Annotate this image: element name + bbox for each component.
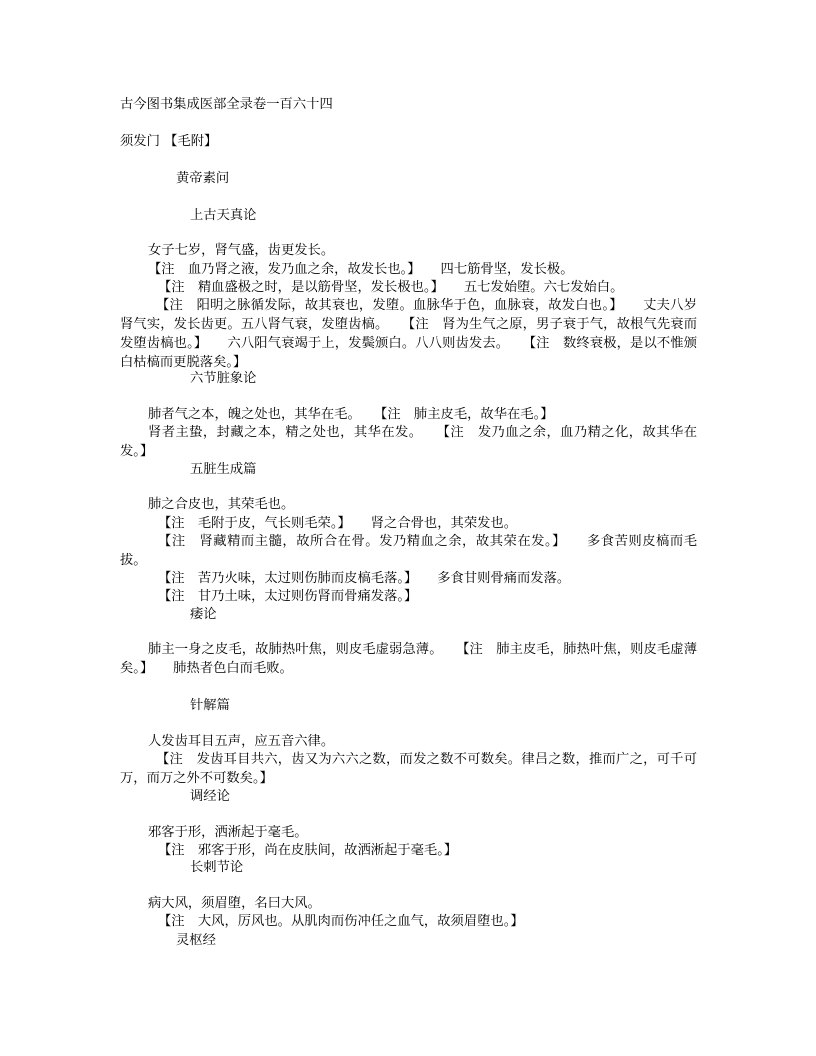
annotation-line: 【注 甘乃土味，太过则伤肾而骨痛发落。】 bbox=[158, 589, 418, 604]
text-line: 人发齿耳目五声，应五音六律。 bbox=[148, 734, 335, 749]
section-title: 须发门 【毛附】 bbox=[120, 134, 218, 149]
chapter-heading: 痿论 bbox=[190, 607, 217, 622]
document-title: 古今图书集成医部全录卷一百六十四 bbox=[120, 97, 333, 112]
annotation-line: 【注 大风，厉风也。从肌肉而伤冲任之血气，故须眉堕也。】 bbox=[158, 914, 524, 929]
annotation-line: 【注 毛附于皮，气长则毛荣。】 肾之合骨也，其荣发也。 bbox=[158, 516, 518, 531]
source-heading: 灵枢经 bbox=[176, 933, 216, 948]
annotation-paragraph: 【注 发齿耳目共六，齿又为六六之数，而发之数不可数矣。律吕之数，推而广之，可千可万，而万之外不可数矣。】 bbox=[120, 752, 697, 786]
chapter-heading: 针解篇 bbox=[190, 698, 230, 713]
chapter-heading: 调经论 bbox=[190, 789, 230, 804]
chapter-heading: 上古天真论 bbox=[190, 208, 257, 223]
text-line: 病大风，须眉堕，名曰大风。 bbox=[148, 896, 321, 911]
text-line: 肺者气之本，魄之处也，其华在毛。 【注 肺主皮毛，故华在毛。】 bbox=[148, 407, 554, 422]
text-paragraph: 肾者主蛰，封藏之本，精之处也，其华在发。 【注 发乃血之余，血乃精之化，故其华在发。】 bbox=[120, 425, 697, 459]
text-line: 女子七岁，肾气盛，齿更发长。 bbox=[148, 243, 335, 258]
annotation-paragraph: 【注 肾藏精而主髓，故所合在骨。发乃精血之余，故其荣在发。】 多食苦则皮槁而毛拔。 bbox=[120, 534, 697, 568]
annotation-line: 【注 血乃肾之液，发乃血之余，故发长也。】 四七筋骨坚，发长极。 bbox=[148, 262, 574, 277]
annotation-paragraph: 【注 阳明之脉循发际，故其衰也，发堕。血脉华于色，血脉衰，故发白也。】 丈夫八岁肾气实，发长齿更。五八肾气衰，发堕齿槁。 【注 肾为生气之原，男子衰于气，故根气先衰而发堕齿槁也。】 六八阳气衰竭于上，发鬓颁白。八八则齿发去。 【注 数终衰极，是以不惟颁白枯槁而更脱落矣。】 bbox=[120, 298, 697, 370]
text-paragraph: 肺主一身之皮毛，故肺热叶焦，则皮毛虚弱急薄。 【注 肺主皮毛，肺热叶焦，则皮毛虚薄矣。】 肺热者色白而毛败。 bbox=[120, 642, 697, 676]
annotation-line: 【注 邪客于形，尚在皮肤间，故洒淅起于毫毛。】 bbox=[158, 843, 458, 858]
source-heading: 黄帝素问 bbox=[176, 171, 230, 186]
chapter-heading: 五脏生成篇 bbox=[190, 462, 257, 477]
text-line: 邪客于形，洒淅起于毫毛。 bbox=[148, 825, 308, 840]
annotation-line: 【注 精血盛极之时，是以筋骨坚，发长极也。】 五七发始堕。六七发始白。 bbox=[158, 280, 624, 295]
chapter-heading: 长刺节论 bbox=[190, 860, 244, 875]
annotation-line: 【注 苦乃火味，太过则伤肺而皮槁毛落。】 多食甘则骨痛而发落。 bbox=[158, 571, 571, 586]
chapter-heading: 六节脏象论 bbox=[190, 371, 257, 386]
text-line: 肺之合皮也，其荣毛也。 bbox=[148, 497, 295, 512]
